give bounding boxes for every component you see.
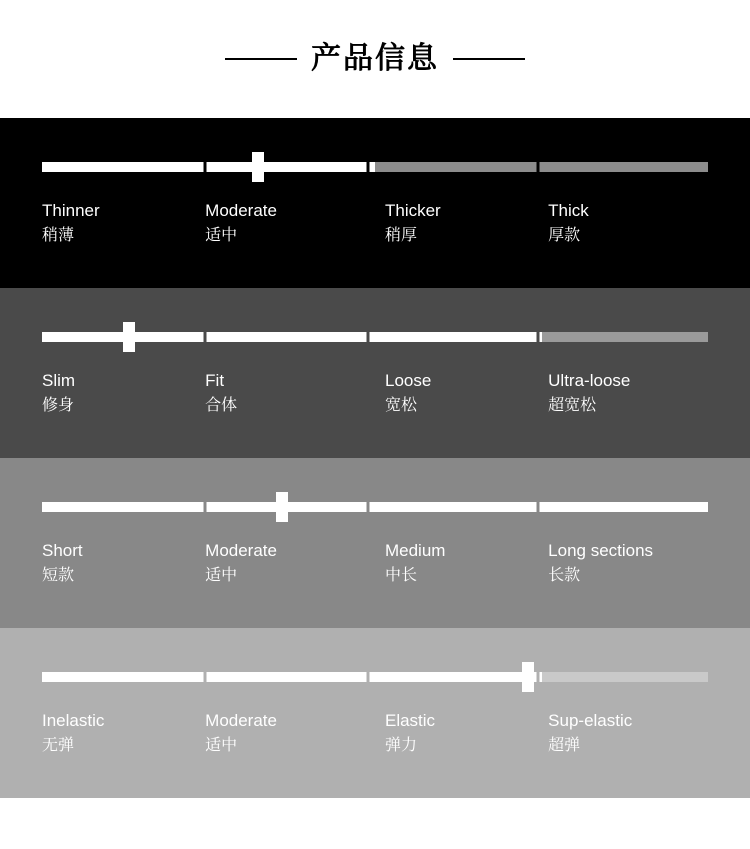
scale-label-en: Thick	[548, 201, 589, 220]
slider-tick	[367, 672, 370, 682]
scale-label-en: Elastic	[384, 711, 436, 730]
scale-label-zh: 超宽松	[548, 397, 597, 414]
slider-tick	[367, 502, 370, 512]
scale-label	[385, 368, 431, 418]
scale-label	[385, 538, 445, 588]
slider-handle[interactable]	[252, 152, 264, 182]
slider-handle[interactable]	[522, 662, 534, 692]
slider-tick	[537, 162, 540, 172]
spec-section-thickness	[0, 118, 750, 288]
slider-track	[42, 332, 708, 342]
slider-track	[42, 672, 708, 682]
scale-label-en: Moderate	[205, 201, 277, 220]
scale-label-zh: 弹力	[384, 737, 417, 754]
slider-track	[42, 162, 708, 172]
slider-tick	[537, 672, 540, 682]
page-header	[0, 0, 750, 118]
slider-tick	[537, 332, 540, 342]
slider-tick	[204, 332, 207, 342]
slider-tick	[204, 502, 207, 512]
scale-label	[205, 198, 277, 248]
scale-label-en: Moderate	[205, 711, 277, 730]
slider-track-fill	[42, 672, 542, 682]
scale-label-en: Short	[42, 541, 83, 560]
scale-label-en: Moderate	[205, 541, 277, 560]
slider-tick	[367, 332, 370, 342]
scale-label-zh: 厚款	[548, 227, 581, 244]
scale-label-en: Slim	[42, 371, 76, 390]
spec-section-fit	[0, 288, 750, 458]
section-inner	[42, 458, 708, 628]
scale-label-zh: 无弹	[42, 737, 75, 754]
scale-label-en: Medium	[384, 541, 446, 560]
scale-label	[205, 538, 277, 588]
scale-label-en: Thicker	[384, 201, 441, 220]
slider-tick	[367, 162, 370, 172]
spec-section-elasticity	[0, 628, 750, 798]
scale-label-zh: 适中	[205, 737, 238, 754]
scale-label	[42, 538, 83, 588]
scale-label-en: Fit	[205, 371, 225, 390]
scale-label	[42, 198, 100, 248]
fit-slider[interactable]	[42, 332, 708, 342]
decorative-line-right-icon	[453, 58, 525, 60]
scale-label-zh: 稍厚	[384, 227, 417, 244]
scale-label-zh: 合体	[205, 397, 238, 414]
scale-label	[548, 708, 632, 758]
thickness-slider[interactable]	[42, 162, 708, 172]
slider-handle[interactable]	[276, 492, 288, 522]
slider-track	[42, 502, 708, 512]
scale-label-en: Thinner	[42, 201, 100, 220]
scale-label	[548, 368, 630, 418]
slider-tick	[204, 162, 207, 172]
scale-label-en: Inelastic	[42, 711, 105, 730]
header-inner	[225, 44, 525, 74]
page-title: 产品信息	[311, 42, 439, 75]
slider-track-rest	[375, 162, 708, 172]
slider-track-fill	[42, 162, 375, 172]
scale-label-zh: 长款	[548, 567, 581, 584]
scale-label-zh: 中长	[384, 567, 417, 584]
scale-label	[42, 708, 104, 758]
elasticity-slider[interactable]	[42, 672, 708, 682]
spec-section-length	[0, 458, 750, 628]
scale-label	[548, 198, 589, 248]
section-inner	[42, 628, 708, 798]
length-labels	[42, 538, 708, 608]
decorative-line-left-icon	[225, 58, 297, 60]
scale-label-zh: 适中	[205, 567, 238, 584]
scale-label	[205, 708, 277, 758]
scale-label	[548, 538, 653, 588]
scale-label-zh: 宽松	[384, 397, 417, 414]
slider-handle[interactable]	[123, 322, 135, 352]
scale-label-zh: 短款	[42, 567, 75, 584]
scale-label-zh: 适中	[205, 227, 238, 244]
length-slider[interactable]	[42, 502, 708, 512]
slider-tick	[537, 502, 540, 512]
scale-label-zh: 修身	[42, 397, 75, 414]
thickness-labels	[42, 198, 708, 268]
section-inner	[42, 118, 708, 288]
section-inner	[42, 288, 708, 458]
slider-tick	[204, 672, 207, 682]
scale-label-en: Sup-elastic	[548, 711, 633, 730]
slider-track-fill	[42, 332, 542, 342]
scale-label	[42, 368, 75, 418]
slider-track-rest	[542, 332, 709, 342]
elasticity-labels	[42, 708, 708, 778]
scale-label-en: Ultra-loose	[548, 371, 631, 390]
scale-label-zh: 超弹	[548, 737, 581, 754]
scale-label-en: Loose	[384, 371, 432, 390]
scale-label	[385, 708, 435, 758]
scale-label	[205, 368, 237, 418]
slider-track-rest	[542, 672, 709, 682]
scale-label	[385, 198, 441, 248]
slider-track-fill	[42, 502, 708, 512]
scale-label-en: Long sections	[548, 541, 654, 560]
fit-labels	[42, 368, 708, 438]
scale-label-zh: 稍薄	[42, 227, 75, 244]
